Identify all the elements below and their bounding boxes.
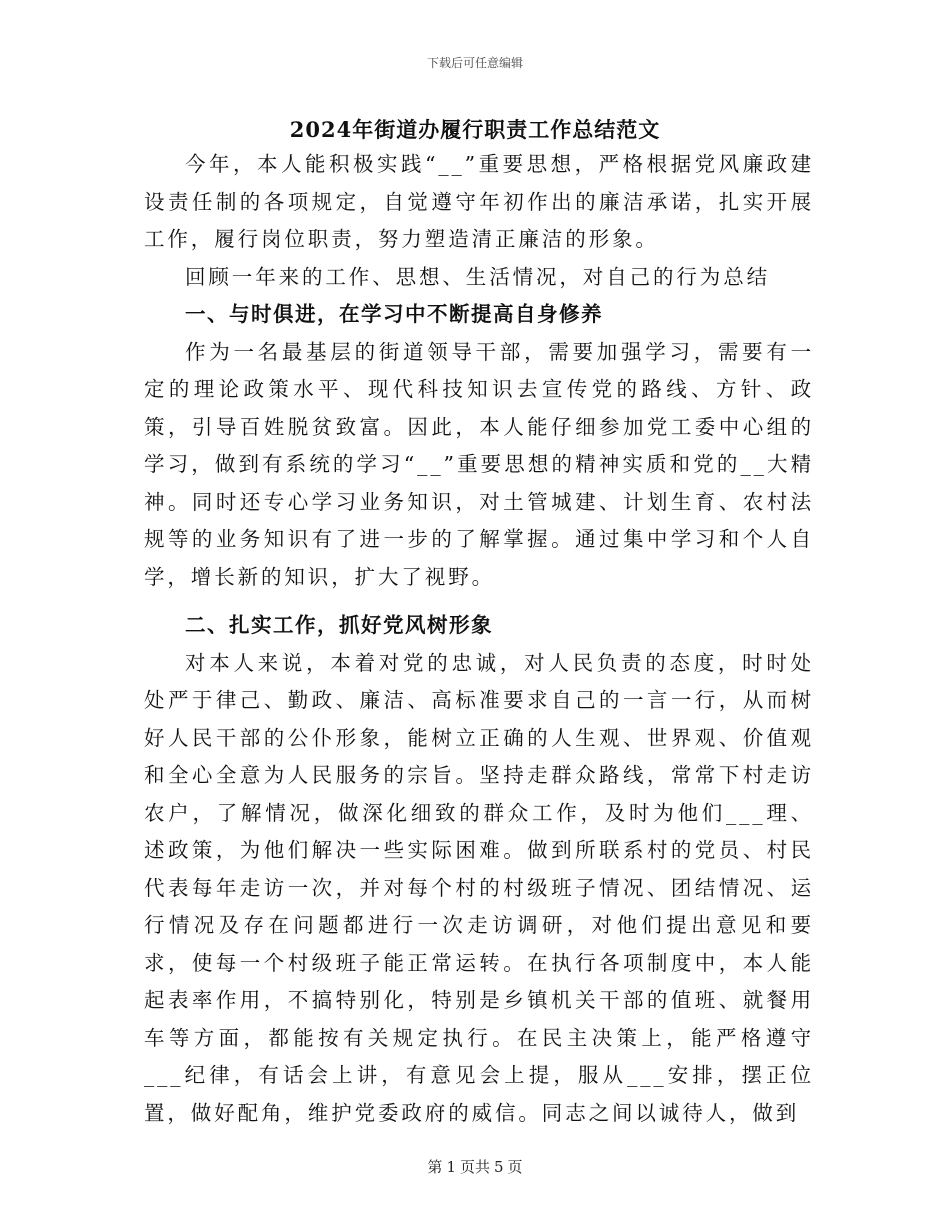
document-title: 2024年街道办履行职责工作总结范文 bbox=[289, 117, 661, 142]
section-heading-1: 一、与时俱进，在学习中不断提高自身修养 bbox=[185, 302, 603, 326]
paragraph-intro: 今年，本人能积极实践“__”重要思想，严格根据党风廉政建设责任制的各项规定，自觉遵守年初作出的廉洁承诺，扎实开展工作，履行岗位职责，努力塑造清正廉洁的形象。 bbox=[144, 152, 814, 251]
page-total: 5 bbox=[494, 1158, 504, 1176]
page-label: 第 bbox=[427, 1158, 443, 1176]
paragraph-study: 作为一名最基层的街道领导干部，需要加强学习，需要有一定的理论政策水平、现代科技知识去宣传党的路线、方针、政策，引导百姓脱贫致富。因此，本人能仔细参加党工委中心组的学习，做到有系统的学习“__”重要思想的精神实质和党的__大精神。同时还专心学习业务知识，对土管城建、计划生育、农村法规等的业务知识有了进一步的了解掌握。通过集中学习和个人自学，增长新的知识，扩大了视野。 bbox=[144, 339, 814, 589]
paragraph-work: 对本人来说，本着对党的忠诚，对人民负责的态度，时时处处严于律己、勤政、廉洁、高标准要求自己的一言一行，从而树好人民干部的公仆形象，能树立正确的人生观、世界观、价值观和全心全意为人民服务的宗旨。坚持走群众路线，常常下村走访农户，了解情况，做深化细致的群众工作，及时为他们___理、述政策，为他们解决一些实际困难。做到所联系村的党员、村民代表每年走访一次，并对每个村的村级班子情况、团结情况、运行情况及存在问题都进行一次走访调研，对他们提出意见和要求，使每一个村级班子能正常运转。在执行各项制度中，本人能起表率作用，不搞特别化，特别是乡镇机关干部的值班、就餐用车等方面，都能按有关规定执行。在民主决策上，能严格遵守___纪律，有话会上讲，有意见会上提，服从___安排，摆正位置，做好配角，维护党委政府的威信。同志之间以诚待人，做到 bbox=[144, 650, 814, 1125]
page-number: 1 bbox=[446, 1158, 456, 1176]
header-note: 下载后可任意编辑 bbox=[426, 56, 523, 70]
page-mid: 页共 bbox=[459, 1158, 490, 1176]
page-suffix: 页 bbox=[507, 1158, 523, 1176]
paragraph-review: 回顾一年来的工作、思想、生活情况，对自己的行为总结 bbox=[185, 264, 770, 289]
section-heading-2: 二、扎实工作，抓好党风树形象 bbox=[185, 613, 493, 637]
page-footer bbox=[0, 1156, 950, 1177]
document-body bbox=[144, 146, 814, 1132]
